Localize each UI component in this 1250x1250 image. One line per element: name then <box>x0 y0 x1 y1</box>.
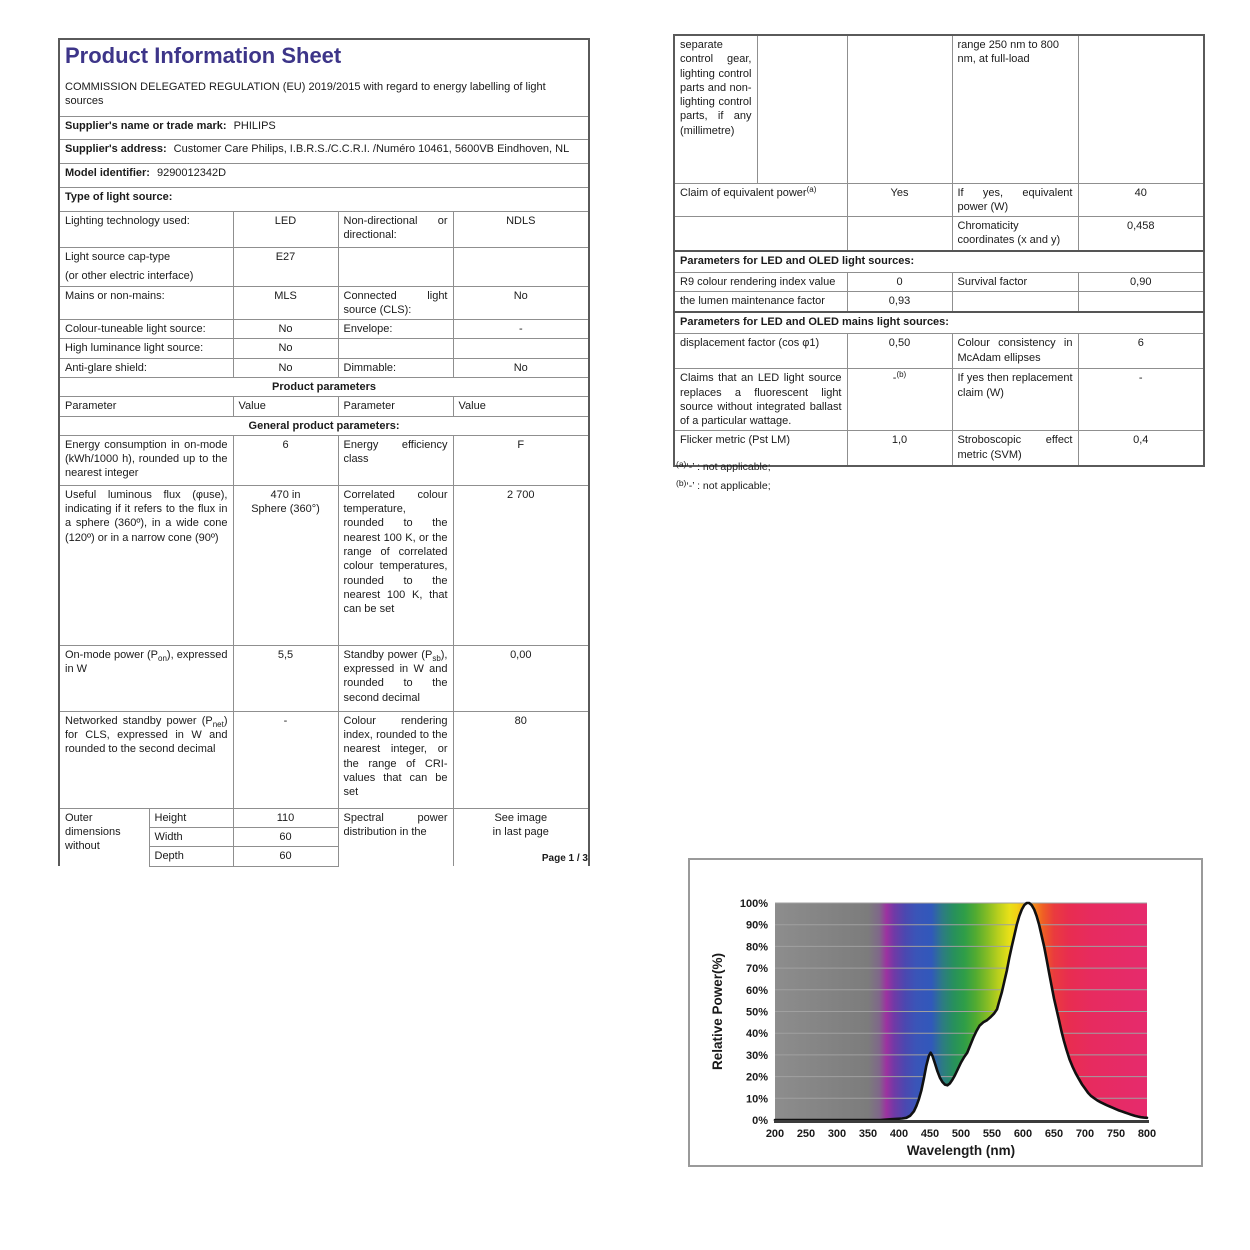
empty-cell <box>952 292 1078 312</box>
value-cell: 1,0 <box>847 431 952 466</box>
x-tick-label: 450 <box>920 1128 940 1140</box>
footnote-b: $^{(b)}$‘-’ : not applicable; <box>676 478 771 492</box>
table-row <box>674 312 1204 334</box>
param-cell: Survival factor <box>952 273 1078 292</box>
value-cell: No <box>233 320 338 339</box>
spd-chart-svg <box>690 860 1201 1165</box>
value-cell <box>233 485 338 645</box>
value-cell: 40 <box>1078 183 1204 217</box>
value-cell: 0,90 <box>1078 273 1204 292</box>
value-cell: 0,93 <box>847 292 952 312</box>
table-row <box>59 247 589 286</box>
model-identifier-label: Model identifier: <box>65 166 150 179</box>
value-cell: NDLS <box>453 211 589 247</box>
value-cell: 0,458 <box>1078 217 1204 251</box>
y-tick-label: 80% <box>745 941 768 954</box>
table-row <box>59 116 589 139</box>
table-row <box>59 211 589 247</box>
x-tick-label: 350 <box>858 1128 878 1140</box>
table-row <box>59 435 589 485</box>
x-tick-label: 600 <box>1013 1128 1033 1140</box>
value-cell: No <box>233 339 338 358</box>
y-tick-label: 50% <box>745 1006 768 1019</box>
table-row <box>674 183 1204 217</box>
cap-type-line2: (or other electric interface) <box>65 269 194 282</box>
empty-cell <box>847 217 952 251</box>
see-image-line1: See image <box>494 811 548 824</box>
supplier-address-value: Customer Care Philips, I.B.R.S./C.C.R.I. /Numéro 10461, 5600VB Eindhoven, NL <box>173 142 570 155</box>
model-identifier-row <box>59 163 589 187</box>
x-axis-title: Wavelength (nm) <box>906 1143 1016 1158</box>
empty-cell <box>1078 35 1204 183</box>
param-cell: Energy consumption in on-mode (kWh/1000 h), rounded up to the nearest integer <box>59 435 233 485</box>
param-cell: Claims that an LED light source replaces a fluorescent light source without integrated ballast of a particular wattage. <box>674 369 847 431</box>
param-cell: Anti-glare shield: <box>59 358 233 377</box>
value-cell: 6 <box>233 435 338 485</box>
value-cell: 0,4 <box>1078 431 1204 466</box>
supplier-address-label: Supplier's address: <box>65 142 167 155</box>
x-tick-label: 550 <box>982 1128 1002 1140</box>
param-cell: High luminance light source: <box>59 339 233 358</box>
value-cell: 5,5 <box>233 645 338 711</box>
empty-cell <box>338 339 453 358</box>
param-cell <box>59 247 233 286</box>
footnote-a: $^{(a)}$‘-’ : not applicable; <box>676 459 771 473</box>
param-cell: Connected light source (CLS): <box>338 286 453 320</box>
page-title: Product Information Sheet <box>59 39 589 78</box>
param-cell: Energy efficiency class <box>338 435 453 485</box>
value-cell: E27 <box>233 247 338 286</box>
param-cell: If yes then replacement claim (W) <box>952 369 1078 431</box>
section-header-led-oled-mains: Parameters for LED and OLED mains light sources: <box>674 312 1204 334</box>
dimension-name-cell: Width <box>149 828 233 847</box>
table-row <box>59 808 589 827</box>
y-tick-label: 30% <box>745 1049 768 1062</box>
param-cell: Chromaticity coordinates (x and y) <box>952 217 1078 251</box>
x-tick-label: 400 <box>889 1128 909 1140</box>
param-cell: R9 colour rendering index value <box>674 273 847 292</box>
regulation-text: COMMISSION DELEGATED REGULATION (EU) 2019/2015 with regard to energy labelling of light sources <box>59 78 589 116</box>
flux-value-line1: 470 in <box>270 488 301 501</box>
section-header-general-parameters: General product parameters: <box>59 416 589 435</box>
column-header-value: Value <box>233 397 338 416</box>
value-cell: No <box>453 286 589 320</box>
dimension-name-cell: Depth <box>149 847 233 866</box>
cap-type-line1: Light source cap-type <box>65 250 171 263</box>
x-tick-label: 200 <box>765 1128 785 1140</box>
dimension-name-cell: Height <box>149 808 233 827</box>
table-row <box>59 187 589 211</box>
y-tick-label: 100% <box>739 898 768 910</box>
x-tick-label: 750 <box>1106 1128 1126 1140</box>
value-cell: 6 <box>1078 334 1204 369</box>
param-cell: Stroboscopic effect metric (SVM) <box>952 431 1078 466</box>
value-cell: F <box>453 435 589 485</box>
param-cell: Colour-tuneable light source: <box>59 320 233 339</box>
spectral-range-cell: range 250 nm to 800 nm, at full-load <box>952 35 1078 183</box>
table-row <box>59 320 589 339</box>
x-tick-label: 700 <box>1075 1128 1095 1140</box>
column-header-parameter: Parameter <box>59 397 233 416</box>
model-identifier-value: 9290012342D <box>156 166 227 179</box>
spectral-distribution-ref-cell: Spectral power distribution in the <box>338 808 453 866</box>
table-row <box>674 292 1204 312</box>
y-tick-label: 60% <box>745 984 768 997</box>
x-tick-label: 250 <box>796 1128 816 1140</box>
value-cell: - <box>1078 369 1204 431</box>
table-row <box>674 217 1204 251</box>
value-cell: No <box>233 358 338 377</box>
table-row <box>674 35 1204 183</box>
y-tick-label: 20% <box>745 1071 768 1084</box>
x-tick-label: 800 <box>1137 1128 1157 1140</box>
value-cell: - <box>453 320 589 339</box>
product-info-table-continued <box>673 34 1205 467</box>
param-cell: On-mode power $(P_{on})$, expressed in W <box>59 645 233 711</box>
y-axis-title: Relative Power(%) <box>710 952 725 1071</box>
supplier-name-value: PHILIPS <box>233 119 276 132</box>
value-cell: -$^{(b)}$ <box>847 369 952 431</box>
param-cell: Envelope: <box>338 320 453 339</box>
param-cell: Lighting technology used: <box>59 211 233 247</box>
param-cell: Flicker metric (Pst LM) <box>674 431 847 466</box>
supplier-name-label: Supplier's name or trade mark: <box>65 119 227 132</box>
empty-cell <box>757 35 847 183</box>
table-row <box>59 711 589 808</box>
empty-cell <box>847 35 952 183</box>
param-cell: Correlated colour temperature, rounded to the nearest 100 K, or the range of correlated colour temperatures, rounded to the nearest 100 K, that can be set <box>338 485 453 645</box>
outer-dimensions-continuation-cell: separate control gear, lighting control parts and non-lighting control parts, if any (millimetre) <box>674 35 757 183</box>
y-tick-label: 90% <box>745 919 768 932</box>
table-row <box>59 645 589 711</box>
dimension-value-cell: 60 <box>233 847 338 866</box>
y-tick-label: 70% <box>745 963 768 976</box>
table-row <box>674 251 1204 273</box>
table-row <box>59 39 589 78</box>
param-cell: Claim of equivalent power$^{(a)}$ <box>674 183 847 217</box>
table-row <box>59 139 589 163</box>
page-number: Page 1 / 3 <box>541 853 588 864</box>
table-row <box>59 163 589 187</box>
table-row <box>674 334 1204 369</box>
empty-cell <box>674 217 847 251</box>
param-cell: If yes, equivalent power (W) <box>952 183 1078 217</box>
supplier-name-row <box>59 116 589 139</box>
see-image-line2: in last page <box>492 826 549 839</box>
empty-cell <box>453 247 589 286</box>
table-row <box>59 339 589 358</box>
value-cell: 2 700 <box>453 485 589 645</box>
value-cell: 80 <box>453 711 589 808</box>
empty-cell <box>1078 292 1204 312</box>
x-tick-label: 300 <box>827 1128 847 1140</box>
param-cell: Mains or non-mains: <box>59 286 233 320</box>
table-row <box>674 369 1204 431</box>
x-tick-label: 500 <box>951 1128 971 1140</box>
dimension-value-cell: 60 <box>233 828 338 847</box>
param-cell: Colour rendering index, rounded to the nearest integer, or the range of CRI-values that can be set <box>338 711 453 808</box>
param-cell: displacement factor (cos φ1) <box>674 334 847 369</box>
section-header-product-parameters: Product parameters <box>59 377 589 396</box>
table-row <box>59 286 589 320</box>
value-cell: No <box>453 358 589 377</box>
param-cell: Networked standby power $(P_{net})$ for CLS, expressed in W and rounded to the second decimal <box>59 711 233 808</box>
value-cell: - <box>233 711 338 808</box>
x-tick-label: 650 <box>1044 1128 1064 1140</box>
value-cell: 0,00 <box>453 645 589 711</box>
param-cell: the lumen maintenance factor <box>674 292 847 312</box>
table-row <box>59 78 589 116</box>
type-of-light-source-label: Type of light source: <box>59 187 589 211</box>
y-tick-label: 0% <box>752 1115 768 1127</box>
column-header-value: Value <box>453 397 589 416</box>
param-cell: Colour consistency in McAdam ellipses <box>952 334 1078 369</box>
product-info-table <box>58 38 590 867</box>
value-cell: 0 <box>847 273 952 292</box>
dimension-value-cell: 110 <box>233 808 338 827</box>
table-row <box>59 416 589 435</box>
y-tick-label: 10% <box>745 1093 768 1106</box>
supplier-address-row <box>59 139 589 163</box>
spectral-power-distribution-chart <box>688 858 1203 1167</box>
value-cell: LED <box>233 211 338 247</box>
y-tick-label: 40% <box>745 1028 768 1041</box>
value-cell: 0,50 <box>847 334 952 369</box>
value-cell: Yes <box>847 183 952 217</box>
table-row <box>59 358 589 377</box>
param-cell: Dimmable: <box>338 358 453 377</box>
table-row <box>674 273 1204 292</box>
column-header-parameter: Parameter <box>338 397 453 416</box>
table-row <box>59 485 589 645</box>
value-cell: MLS <box>233 286 338 320</box>
empty-cell <box>338 247 453 286</box>
outer-dimensions-label: Outer dimensions without <box>59 808 149 866</box>
empty-cell <box>453 339 589 358</box>
section-header-led-oled: Parameters for LED and OLED light sources: <box>674 251 1204 273</box>
param-cell: Standby power $(P_{sb})$, expressed in W and rounded to the second decimal <box>338 645 453 711</box>
param-cell: Non-directional or directional: <box>338 211 453 247</box>
table-row <box>59 397 589 416</box>
table-row <box>59 377 589 396</box>
param-cell: Useful luminous flux (φuse), indicating if it refers to the flux in a sphere (360º), in a wide cone (120º) or in a narrow cone (90º) <box>59 485 233 645</box>
flux-value-line2: Sphere (360°) <box>251 503 320 516</box>
